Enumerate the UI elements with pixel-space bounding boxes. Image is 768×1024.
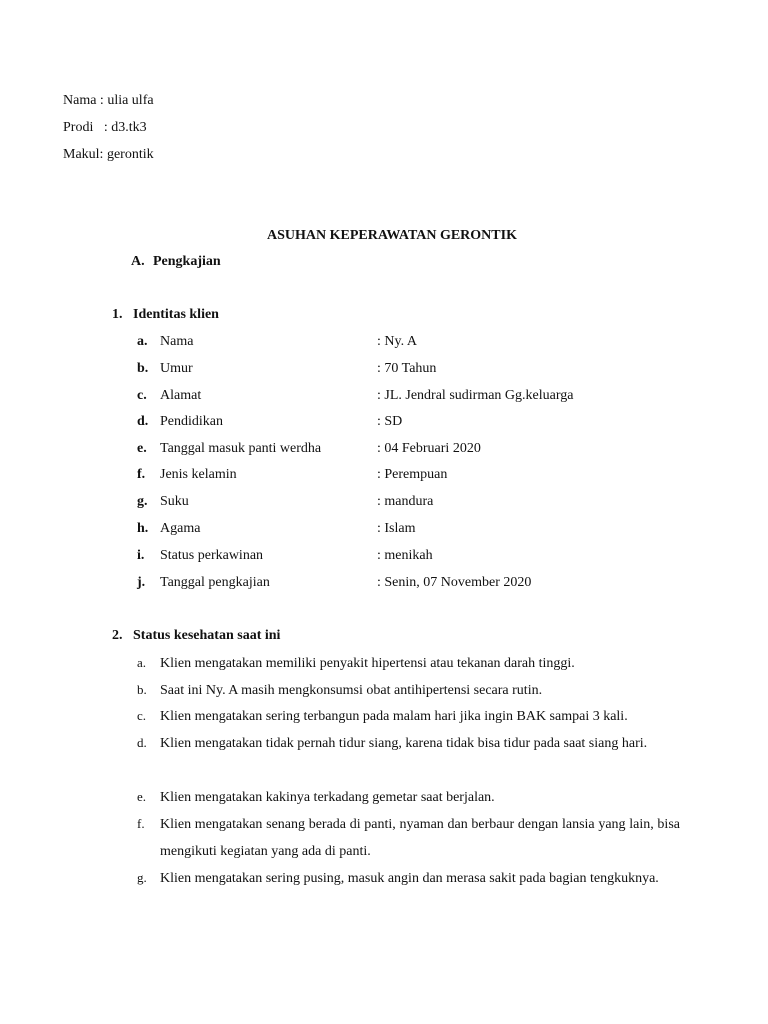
row-label: Umur bbox=[160, 361, 193, 376]
row-value: : Islam bbox=[377, 521, 416, 536]
row-label: Nama bbox=[160, 334, 194, 349]
row-letter: i. bbox=[137, 548, 145, 563]
item-text: Klien mengatakan sering terbangun pada malam hari jika ingin BAK sampai 3 kali. bbox=[160, 708, 628, 724]
row-value: : mandura bbox=[377, 494, 434, 509]
item-letter: a. bbox=[137, 655, 147, 670]
row-letter: c. bbox=[137, 388, 147, 403]
item-letter: e. bbox=[137, 789, 147, 804]
makul-line: Makul: gerontik bbox=[63, 147, 154, 162]
subheading-status-kesehatan bbox=[112, 627, 280, 645]
row-letter: h. bbox=[137, 521, 149, 536]
row-label: Alamat bbox=[160, 388, 202, 403]
item-letter: g. bbox=[137, 870, 147, 885]
item-text: Saat ini Ny. A masih mengkonsumsi obat antihipertensi secara rutin. bbox=[160, 682, 543, 698]
row-label: Tanggal masuk panti werdha bbox=[160, 441, 322, 456]
item-letter: d. bbox=[137, 735, 147, 750]
section-letter: A. bbox=[131, 254, 145, 269]
row-label: Status perkawinan bbox=[160, 548, 264, 563]
row-label: Tanggal pengkajian bbox=[160, 575, 270, 590]
document-title: ASUHAN KEPERAWATAN GERONTIK bbox=[267, 228, 517, 243]
subheading-number: 2. bbox=[112, 628, 123, 643]
item-text: Klien mengatakan senang berada di panti, nyaman dan berbaur dengan lansia yang lain, bisa mengikuti kegiatan yang ada di panti. bbox=[160, 816, 680, 859]
section-heading-pengkajian bbox=[131, 253, 221, 271]
prodi-label: Prodi : bbox=[63, 120, 108, 135]
row-label: Jenis kelamin bbox=[160, 467, 237, 482]
row-letter: a. bbox=[137, 334, 148, 349]
row-value: : Perempuan bbox=[377, 467, 448, 482]
row-value: : 70 Tahun bbox=[377, 361, 437, 376]
row-letter: d. bbox=[137, 414, 149, 429]
row-letter: f. bbox=[137, 467, 146, 482]
row-label: Agama bbox=[160, 521, 201, 536]
row-letter: b. bbox=[137, 361, 149, 376]
subheading-identitas-klien bbox=[112, 306, 219, 324]
row-value: : SD bbox=[377, 414, 403, 429]
row-value: : 04 Februari 2020 bbox=[377, 441, 481, 456]
student-name-line: Nama : ulia ulfa bbox=[63, 93, 154, 108]
row-label: Pendidikan bbox=[160, 414, 223, 429]
item-text: Klien mengatakan sering pusing, masuk angin dan merasa sakit pada bagian tengkuknya. bbox=[160, 870, 659, 886]
row-letter: g. bbox=[137, 494, 148, 509]
row-value: : Ny. A bbox=[377, 334, 417, 349]
item-letter: b. bbox=[137, 682, 147, 697]
row-value: : JL. Jendral sudirman Gg.keluarga bbox=[377, 388, 574, 403]
item-text: Klien mengatakan memiliki penyakit hipertensi atau tekanan darah tinggi. bbox=[160, 655, 575, 671]
prodi-value: d3.tk3 bbox=[111, 120, 147, 135]
subheading-label: Identitas klien bbox=[133, 307, 219, 322]
subheading-number: 1. bbox=[112, 307, 123, 322]
item-letter: f. bbox=[137, 816, 145, 831]
item-letter: c. bbox=[137, 708, 147, 723]
row-value: : Senin, 07 November 2020 bbox=[377, 575, 532, 590]
prodi-line bbox=[63, 119, 147, 137]
row-value: : menikah bbox=[377, 548, 433, 563]
row-letter: e. bbox=[137, 441, 147, 456]
item-text: Klien mengatakan tidak pernah tidur siang, karena tidak bisa tidur pada saat siang hari. bbox=[160, 735, 648, 751]
section-label: Pengkajian bbox=[153, 254, 221, 269]
row-label: Suku bbox=[160, 494, 189, 509]
item-text: Klien mengatakan kakinya terkadang gemetar saat berjalan. bbox=[160, 789, 495, 805]
row-letter: j. bbox=[137, 575, 146, 590]
subheading-label: Status kesehatan saat ini bbox=[133, 628, 281, 643]
